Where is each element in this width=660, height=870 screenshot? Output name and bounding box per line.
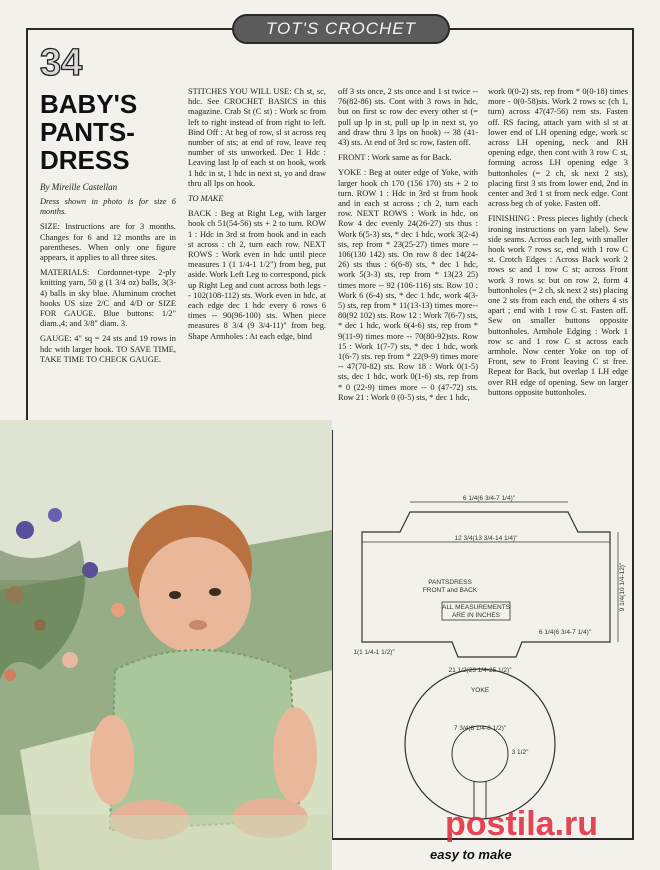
easy-to-make-tag: easy to make bbox=[430, 847, 512, 862]
schematic-diagram bbox=[340, 492, 632, 832]
materials-paragraph: MATERIALS: Cordonnet-type 2-ply knitting yarn, 50 g (1 3/4 oz) balls, 3(3-4) balls in sky blue. Aluminum crochet hooks US size 2/C and 4/D or SIZE FOR GAUGE. Blue buttons: 1/2" diam.,4; and 3/8" diam. 3. bbox=[40, 268, 176, 329]
gauge-paragraph: GAUGE: 4" sq = 24 sts and 19 rows in hdc with larger hook. TO SAVE TIME, TAKE TIME TO CHECK GAUGE. bbox=[40, 334, 176, 364]
finishing-paragraph: FINISHING : Press pieces lightly (check ironing instructions on yarn label). Sew side seams. Across each leg, with smaller hook work 7 rows sc, end with 1 row C st. Crotch Edges : Across Back work 2 rows sc and 1 row C st; across Front work 3 rows sc but on row 2, form 4 buttonholes (= 2 ch, sk next 2 sts) placing one 2 sts from each end, the others 4 sts apart ; end with 1 row C st. Fasten off. Sew on smaller buttons opposite buttonholes. Armhole Edging : Work 1 row sc and 1 row C st across each armhole. Now center Yoke on top of Front, sew to Front leaving C st free. Repeat for Back, but overlap 1 LH edge over RH edge of opening. Sew on larger buttons opposite buttonholes. bbox=[488, 214, 628, 397]
size-note: Dress shown in photo is for size 6 months. bbox=[40, 197, 176, 217]
leg-width-label: 6 1/4(6 3/4-7 1/4)" bbox=[538, 629, 592, 636]
yoke-paragraph: YOKE : Beg at outer edge of Yoke, with larger hook ch 170 (156 170) sts + 2 to turn. ROW 1 : Hdc in 3rd st from hook and in each st across ; ch 2, turn each row. NEXT ROWS : Work in hdc, on Row 4 dec evenly 24(26-27) sts thus : Work 6(5-3) sts, * dec 1 hdc, work 3(2-4) sts, rep from * 23(25-27) times more -- 106(130 142) sts. On row 8 dec 14(24-26) sts thus : 6(6-8) sts, * dec 1 hdc, work 5(3-3) sts, rep from * 13(23 25) times more -- 92 (106-116) sts. Row 10 : Work 6 (6-4) sts, * dec 1 hdc, work 4(3-5) sts, rep from * 11(13-13) times more-- 80(92 102) sts. Row 12 : Work 7(6-7) sts, * dec 1 hdc, work 6(4-6) sts, rep from * 9(11-9) times more -- 70(80-92)sts. Row 15 : Work 1(7-7) sts, * dec 1 hdc, work 1(6-7) sts. rep from * 22(9-9) times more -- 47(70-82) sts. Row 18 : Work 0(1-5) sts, dec 1 hdc, work 0(1-6) sts, rep from * 0 (22-9) times more -- 0 (47-72) sts. Row 21 : Work 0 (0-5) sts, * dec 1 hdc, bbox=[338, 168, 478, 402]
byline: By Mireille Castellan bbox=[40, 182, 118, 192]
section-badge bbox=[232, 14, 450, 44]
top-width-label: 6 1/4(6 3/4-7 1/4)" bbox=[462, 495, 516, 502]
panel-label-2: FRONT and BACK bbox=[422, 587, 478, 594]
title-line-2: PANTS- bbox=[40, 117, 135, 147]
text-column-3 bbox=[338, 87, 478, 408]
text-column-1 bbox=[40, 197, 176, 370]
yoke-schematic bbox=[405, 667, 555, 819]
baby-photo bbox=[0, 420, 332, 870]
column-divider bbox=[332, 430, 333, 840]
watermark-logo: postila.ru bbox=[445, 805, 599, 843]
armhole-continued: off 3 sts once, 2 sts once and 1 st twice -- 76(82-86) sts. Cont with 3 rows in hdc, but on first sc row dec every other st (= pull up lp in st, pull up lp in next st, yo and draw thru 3 lps on hook) -- 38 (41-43) sts. At end of 3rd sc row, fasten off. bbox=[338, 87, 478, 148]
yoke-continued: work 0(0-2) sts, rep from * 0(0-18) times more - 0(0-58)sts. Work 2 rows sc (ch 1, turn) across 47(47-56) rem sts. Fasten off. RS facing, attach yarn with sl st at lower end of LH opening edge, work sc across LH opening, neck and RH opening edge, then cont with 3 row C st, forming across LH opening edge 3 buttonholes (= 2 ch, sk next 2 sts), placing first 3 sts from lower end, 2nd in center and 3rd 1 st from neck edge. Cont across beg ch of yoke. Fasten off. bbox=[488, 87, 628, 209]
pattern-number: 34 bbox=[40, 42, 83, 84]
depth-label: 3 1/2" bbox=[511, 749, 529, 756]
back-paragraph: BACK : Beg at Right Leg, with larger hook ch 51(54-56) sts + 2 to turn. ROW 1 : Hdc in 3rd st from hook and in each st across : ch 2, turn each row. NEXT ROWS : Work even in hdc until piece measures 1 (1 1/4-1 1/2") from beg, put aside. Work Left Leg to correspond, pick up Right Leg and cont across both legs -- 102(108-112) sts. Work even in hdc, at each edge dec 1 hdc every 6 rows 6 times -- 90(96-100) sts. When piece measures 8 3/4 (9 3/4-11)" from beg. Shape Armholes : At each edge, bind bbox=[188, 209, 326, 341]
side-height-label: 9 1/4(10 1/4-12)" bbox=[619, 562, 626, 612]
pants-dress-schematic bbox=[353, 495, 626, 657]
to-make-heading: TO MAKE bbox=[188, 194, 224, 204]
section-badge-text: TOT'S CROCHET bbox=[265, 19, 417, 38]
yoke-label: YOKE bbox=[470, 687, 490, 694]
text-column-2 bbox=[188, 87, 326, 347]
size-paragraph: SIZE: Instructions are for 3 months. Changes for 6 and 12 months are in parentheses. When only one figure appears, it applies to all three sites. bbox=[40, 222, 176, 263]
neck-width-label: 7 3/4(8 1/4-8 1/2)" bbox=[453, 725, 507, 732]
title-line-3: DRESS bbox=[40, 145, 130, 175]
yoke-outer-label: 21 1/2(23 1/4-25 1/2)" bbox=[448, 667, 512, 674]
front-paragraph: FRONT : Work same as for Back. bbox=[338, 153, 452, 163]
note-line-1: ALL MEASUREMENTS bbox=[441, 604, 511, 611]
note-line-2: ARE IN INCHES bbox=[451, 612, 501, 619]
panel-label-1: PANTSDRESS bbox=[428, 579, 472, 586]
text-column-4 bbox=[488, 87, 628, 403]
mid-width-label: 12 3/4(13 3/4-14 1/4)" bbox=[454, 535, 518, 542]
stitches-paragraph: STITCHES YOU WILL USE: Ch st, sc, hdc. See CROCHET BASICS in this magazine. Crab St (C st) : Work sc from left to right instead of from right to left. Bind Off : At beg of row, sl st across req number of sts; at end of row, leave req number of sts unworked. Dec 1 Hdc : Leaving last lp of each st on hook, work 1 hdc in st, 1 hdc in next st, yo and draw thru all lps on hook. bbox=[188, 87, 326, 188]
pattern-title bbox=[40, 90, 180, 174]
title-line-1: BABY'S bbox=[40, 89, 138, 119]
crotch-label: 1(1 1/4-1 1/2)" bbox=[353, 649, 395, 656]
